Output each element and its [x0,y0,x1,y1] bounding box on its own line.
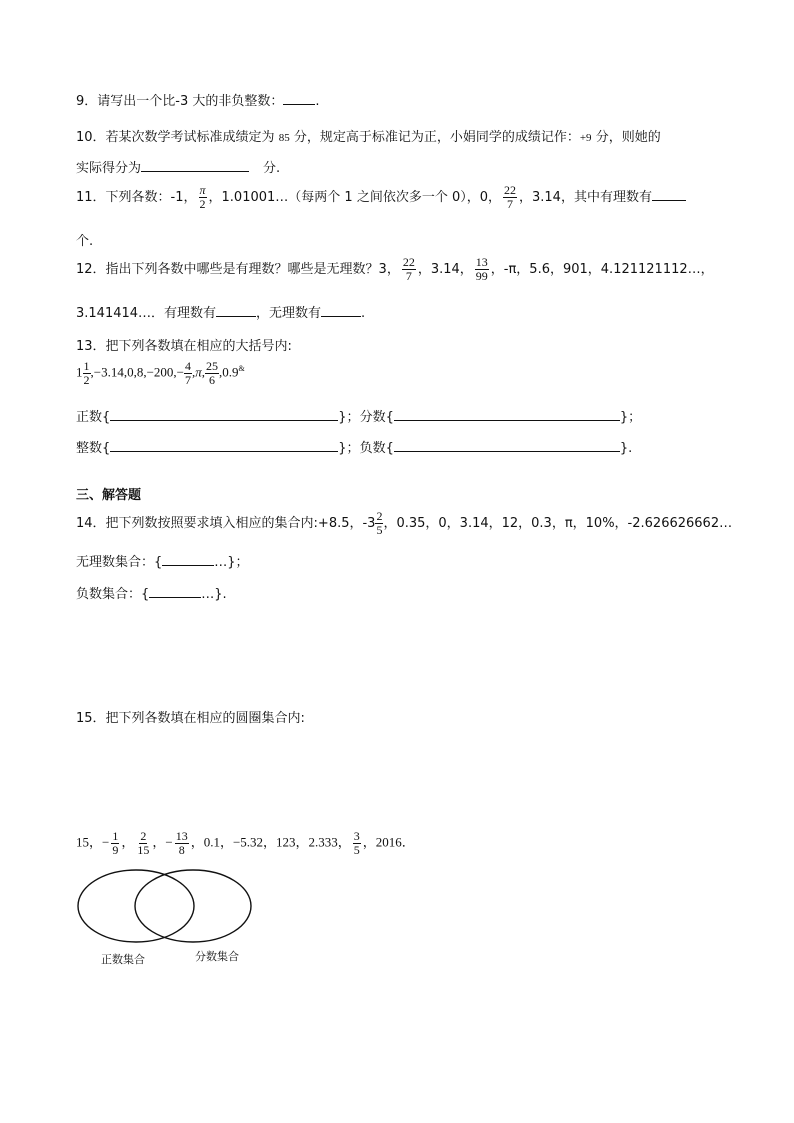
question-12-mid: ，3.14， [417,262,473,277]
question-10-part1: 10．若某次数学考试标准成绩定为 [76,130,275,145]
question-15 [76,707,305,726]
denominator: 9 [112,843,119,857]
question-13 [76,335,292,354]
number-list: ，0.1，−5.32，123，2.333， [190,834,351,850]
question-11-line2 [76,230,93,249]
denominator: 8 [178,843,185,857]
repeat-dot: & [238,364,245,374]
question-14-negative [76,583,227,602]
question-11-line2-text: 个. [76,234,94,249]
set-close: }； [338,410,360,425]
question-12-line2 [76,302,365,321]
numerator: 3 [353,829,360,843]
denominator: 2 [199,197,206,211]
question-14 [76,510,732,537]
numerator: 25 [206,359,219,373]
denominator: 5 [353,843,360,857]
fraction [136,830,150,857]
number-list: ,−3.14,0,8,−200,− [90,364,184,380]
fraction [184,360,192,387]
answer-blank [141,159,249,172]
numerator: 1 [83,359,90,373]
question-12-end: . [361,306,366,321]
question-10-line2-end: 分. [263,161,281,176]
denominator: 2 [83,373,90,387]
set-close: }； [338,441,360,456]
positive-set-ellipse [78,870,194,942]
question-11-end: ，3.14，其中有理数有 [519,190,652,205]
denominator: 7 [507,197,513,211]
question-9-end: . [315,94,320,109]
answer-blank [394,439,620,452]
answer-blank [162,553,214,566]
question-10-line2 [76,157,280,176]
negative-set-label: 负数集合：{ [76,587,150,602]
numerator: 4 [185,359,191,373]
question-11-start: 11．下列各数：-1， [76,190,197,205]
fraction [402,256,416,283]
fraction [111,830,119,857]
question-10-part3: 分，则她的 [595,130,661,145]
numerator: 13 [175,829,188,843]
numerator: 22 [402,255,415,269]
integer-set-label: 整数{ [76,441,111,456]
question-12-start: 12．指出下列各数中哪些是有理数？哪些是无理数？3， [76,262,400,277]
question-9-text: 9．请写出一个比-3 大的非负整数： [76,94,284,109]
question-14-numbers: ，0.35，0，3.14，12，0.3，π，10%，-2.626626662… [383,516,733,531]
numerator: π [199,183,206,197]
fraction [205,360,219,387]
repeating-decimal: ,0.9 [219,364,239,380]
standard-score: 85 [278,132,290,144]
question-13-positive-fraction [76,406,641,425]
numerator: 2 [140,829,147,843]
denominator: 7 [405,269,412,283]
question-11 [76,184,686,211]
answer-blank [394,408,620,421]
denominator: 15 [137,843,150,857]
fraction [83,360,91,387]
fraction-set-label: 分数{ [359,410,394,425]
answer-blank [149,585,201,598]
irrational-set-label: 无理数集合：{ [76,555,163,570]
question-13-integer-negative [76,437,632,456]
answer-blank [321,304,361,317]
mixed-whole: 1 [76,364,83,380]
venn-diagram [70,864,260,974]
question-12-irrational-label: ，无理数有 [256,306,322,321]
denominator: 7 [185,373,191,387]
answer-blank [110,408,338,421]
numerator: 2 [376,509,383,523]
question-10 [76,126,661,145]
answer-blank [652,188,686,201]
question-14-start: 14．把下列数按照要求填入相应的集合内:+8.5，-3 [76,516,376,531]
denominator: 6 [209,373,216,387]
fraction [503,184,517,211]
question-13-numbers [76,360,245,387]
number-list: ,π, [192,364,206,380]
question-12 [76,256,714,283]
numerator: 13 [475,255,488,269]
set-close: }； [619,410,642,425]
question-10-part2: 分，规定高于标准记为正，小娟同学的成绩记作： [293,130,580,145]
number-list: 15，− [76,834,110,850]
recorded-score: +9 [579,132,592,144]
separator: ，− [152,834,173,850]
number-list: ，2016． [362,834,415,850]
question-15-numbers [76,830,415,857]
fraction [199,184,207,211]
fraction-set-ellipse [135,870,251,942]
question-12-rational-label: 3.141414…．有理数有 [76,306,217,321]
question-14-irrational [76,551,249,570]
answer-blank [110,439,338,452]
set-close: …}. [201,587,227,602]
numerator: 22 [504,183,516,197]
denominator: 5 [376,523,383,537]
question-9 [76,90,320,109]
answer-blank [283,92,315,105]
positive-set-label: 正数{ [76,410,111,425]
answer-blank [216,304,256,317]
question-13-text: 13．把下列各数填在相应的大括号内: [76,339,292,354]
fraction [175,830,189,857]
question-11-mid: ，1.01001…（每两个 1 之间依次多一个 0），0， [208,190,501,205]
question-10-line2-start: 实际得分为 [76,161,142,176]
positive-set-label: 正数集合 [101,953,145,966]
fraction-set-label: 分数集合 [195,950,239,963]
denominator: 99 [475,269,488,283]
set-close: }. [619,441,633,456]
question-15-text: 15．把下列各数填在相应的圆圈集合内: [76,711,305,726]
fraction [475,256,489,283]
section-title: 三、解答题 [76,488,142,503]
separator: ， [121,834,135,850]
set-close: …}； [214,555,249,570]
fraction [353,830,361,857]
negative-set-label: 负数{ [359,441,394,456]
numerator: 1 [112,829,119,843]
question-12-end: ，-π，5.6，901，4.121121112…， [490,262,714,277]
